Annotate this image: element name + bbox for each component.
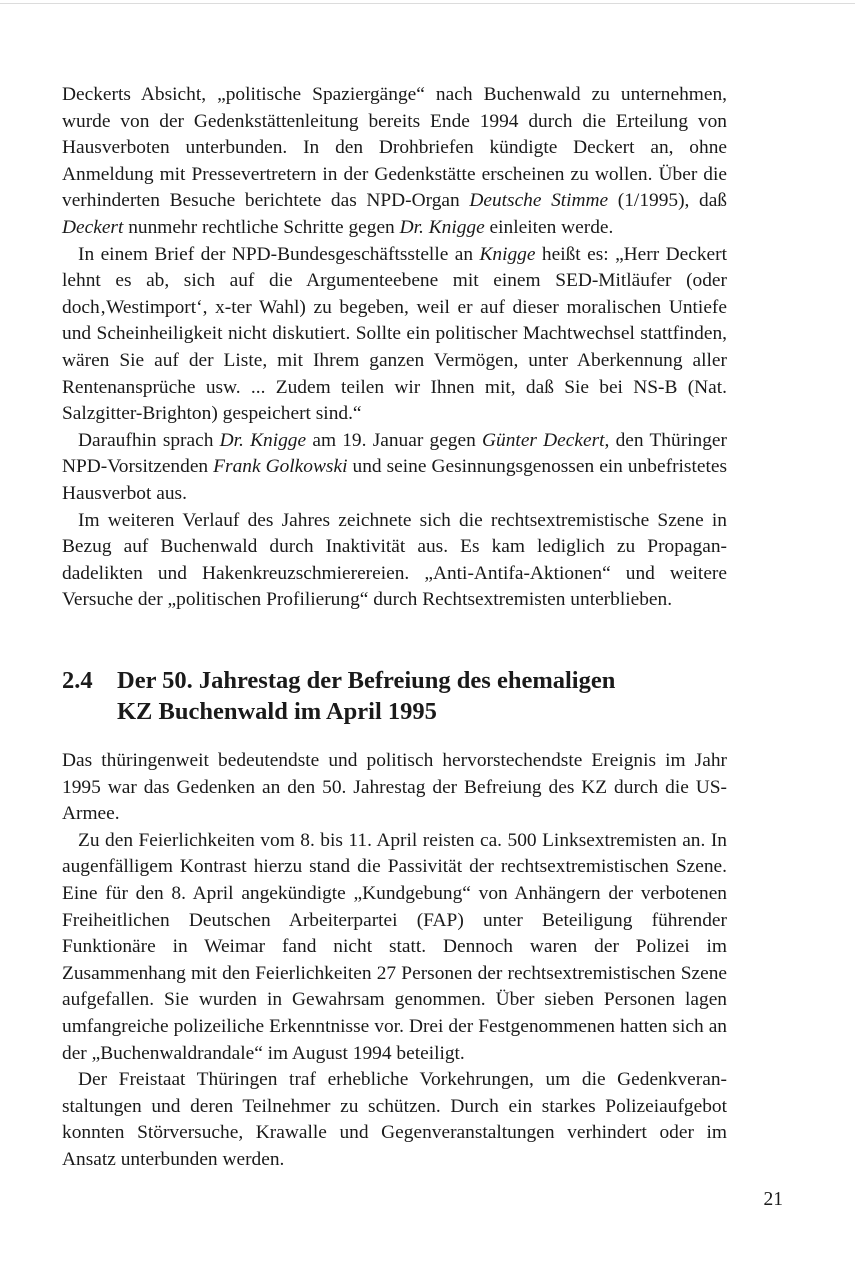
text-run: heißt es: „Herr Deckert lehnt es ab, sich auf die Argumenteebene mit einem SED-Mitläufer (oder doch‚Westimport‘, x-ter Wahl) zu begeben, weil er auf dieser moralischen Untiefe und Scheinheiligkeit nicht diskutiert. Sollte ein politischer Machtwechsel stattfinden, wären Sie auf der Liste, mit Ihrem ganzen Vermögen, unter Aberkennung aller Rentenansprüche usw. ... Zudem teilen wir Ihnen mit, daß Sie bei NS-B (Nat. Salzgitter-Brighton) gespeichert sind.“: [62, 243, 727, 425]
text-run: Im weiteren Verlauf des Jahres zeichnete sich die rechtsextremistische Szene in Bezug auf Buchenwald durch Inaktivität aus. Es kam lediglich zu Propagandadelikten und Hakenkreuzschmierereien. „Anti-Antifa-Aktionen“ und weitere Versuche der „politischen Profilierung“ durch Rechtsextremisten unterblieben.: [62, 509, 727, 611]
section-number: 2.4: [62, 667, 93, 694]
text-run: und seine Gesinnungsgenossen ein unbefristetes Hausverbot aus.: [62, 456, 727, 504]
body-text-section-2: [62, 748, 727, 1174]
text-run: Zu den Feierlichkeiten vom 8. bis 11. April reisten ca. 500 Linksextremisten an. In augenfälligem Kontrast hierzu stand die Passivität der rechtsextremistischen Szene. Eine für den 8. April angekündigte „Kundgebung“ von Anhängern der verbotenen Freiheitlichen Deutschen Arbeiterpartei (FAP) unter Beteiligung führender Funktionäre in Weimar fand nicht statt. Dennoch waren der Polizei im Zusammenhang mit den Feierlichkeiten 27 Personen der rechtsextremistischen Szene aufgefallen. Sie wurden in Gewahrsam genommen. Über sieben Personen lagen umfangreiche polizeiliche Erkenntnisse vor. Drei der Festgenommenen hatten sich an der „Buchenwaldrandale“ im August 1994 beteiligt.: [62, 829, 727, 1064]
italic-text-run: Deckert: [62, 216, 124, 238]
paragraph: [62, 828, 727, 1067]
italic-text-run: Dr. Knigge: [399, 216, 485, 238]
text-run: (1/1995), daß: [608, 190, 727, 212]
paragraph: [62, 242, 727, 428]
italic-text-run: Frank Golkowski: [213, 456, 348, 478]
heading-line-1: [62, 665, 727, 696]
page-number: 21: [763, 1189, 783, 1210]
text-run: Der Freistaat Thüringen traf erhebliche Vorkehrungen, um die Gedenkveranstaltungen und deren Teilnehmer zu schützen. Durch ein starkes Polizeiaufgebot konnten Störversuche, Krawalle und Gegenveranstaltungen verhindert oder im Ansatz unterbunden werden.: [62, 1069, 727, 1170]
section-heading: [62, 665, 727, 727]
text-run: , den Thüringer NPD-Vorsitzenden: [62, 429, 728, 478]
paragraph: [62, 508, 727, 614]
italic-text-run: Deutsche Stimme: [469, 190, 609, 212]
paragraph: [62, 1067, 727, 1173]
text-run: Das thüringenweit bedeutendste und politisch hervorstechendste Ereignis im Jahr 1995 war das Gedenken an den 50. Jahrestag der Befreiung des KZ durch die US-Armee.: [62, 750, 727, 825]
text-run: einleiten werde.: [484, 216, 614, 238]
text-run: nunmehr rechtliche Schritte gegen: [123, 216, 400, 238]
text-run: Deckerts Absicht, „politische Spaziergänge“ nach Buchenwald zu unternehmen, wurde von der Gedenkstättenleitung bereits Ende 1994 durch die Erteilung von Hausverboten unterbunden. In den Drohbriefen kündigte Deckert an, ohne Anmeldung mit Pressevertretern in der Gedenkstätte erscheinen zu wollen. Über die verhinderten Besuche berichtete das NPD-Organ: [62, 84, 727, 212]
paragraph: [62, 748, 727, 828]
italic-text-run: Günter Deckert: [482, 429, 605, 451]
text-run: am 19. Januar gegen: [306, 429, 483, 451]
italic-text-run: Dr. Knigge: [219, 429, 307, 451]
text-run: In einem Brief der NPD-Bundesgeschäftsstelle an: [78, 243, 480, 265]
paragraph: [62, 82, 727, 242]
top-edge-rule: [0, 3, 855, 4]
body-text-section-1: [62, 82, 727, 614]
heading-title-part-2: KZ Buchenwald im April 1995: [117, 698, 437, 725]
paragraph: [62, 428, 727, 508]
text-run: Daraufhin sprach: [78, 429, 220, 451]
heading-title-part-1: Der 50. Jahrestag der Befreiung des ehemaligen: [117, 667, 616, 694]
italic-text-run: Knigge: [479, 243, 536, 265]
